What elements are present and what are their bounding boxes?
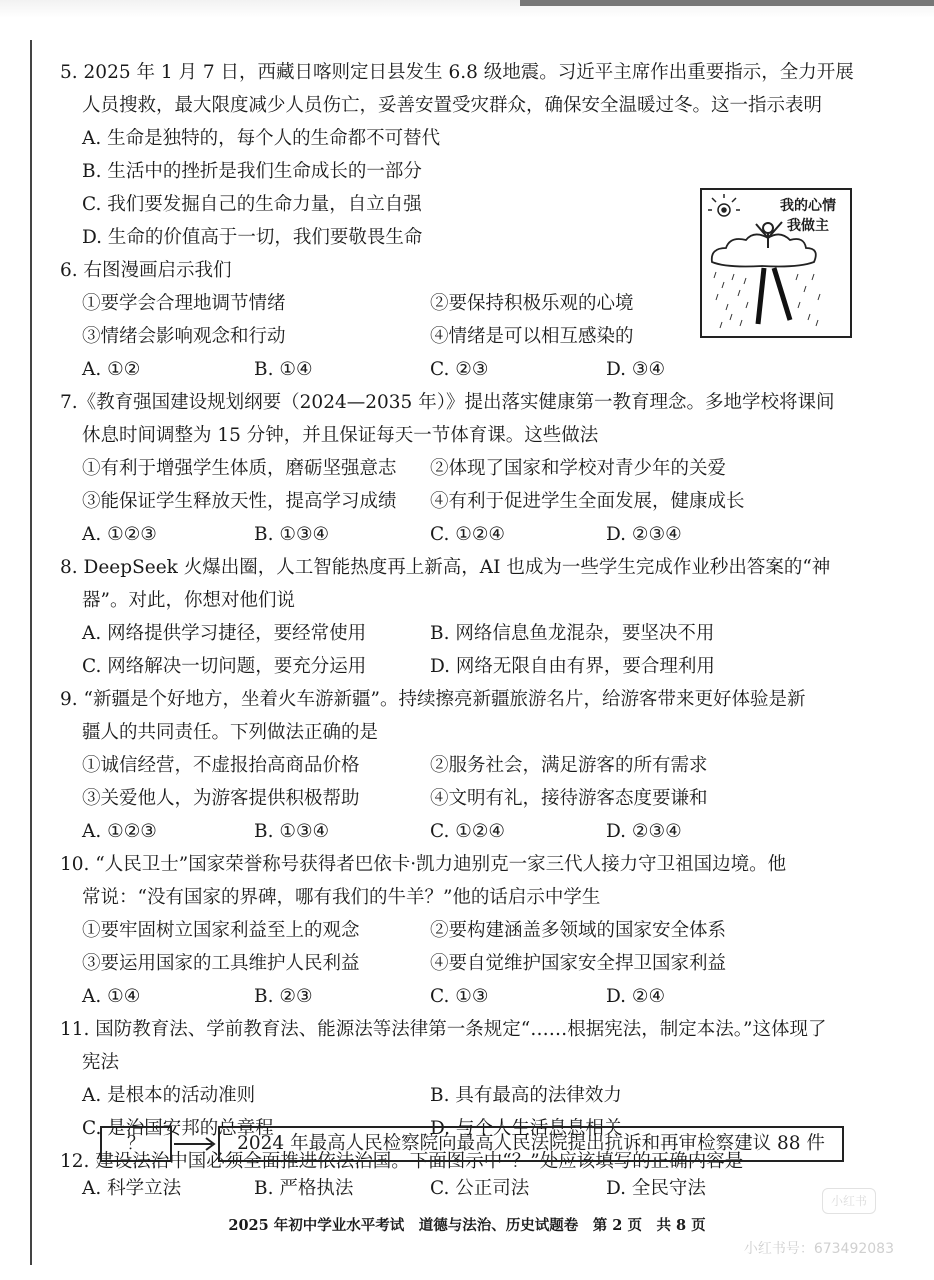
q9-statement-4: ④文明有礼，接待游客态度要谦和 xyxy=(430,788,708,809)
question-7-stem-line1: 7.《教育强国建设规划纲要（2024—2035 年）》提出落实健康第一教育理念。多地学校将课间 xyxy=(60,392,835,413)
q8-option-c: C. 网络解决一切问题，要充分运用 xyxy=(82,656,367,677)
question-9-stem-line2: 疆人的共同责任。下列做法正确的是 xyxy=(82,722,379,743)
q7-statement-2: ②体现了国家和学校对青少年的关爱 xyxy=(430,458,727,479)
q7-option-c: C. ①②④ xyxy=(430,524,506,545)
q7-option-d: D. ②③④ xyxy=(606,524,682,545)
q10-statement-3: ③要运用国家的工具维护人民利益 xyxy=(82,953,360,974)
q6-statement-2: ②要保持积极乐观的心境 xyxy=(430,293,634,314)
question-5-stem-line1: 5. 2025 年 1 月 7 日，西藏日喀则定日县发生 6.8 级地震。习近平主席作出重要指示，全力开展 xyxy=(60,62,854,83)
q11-option-d: D. 与个人生活息息相关 xyxy=(430,1118,623,1139)
q10-option-c: C. ①③ xyxy=(430,986,489,1007)
question-12-stem: 12. 建设法治中国必须全面推进依法治国。下面图示中“？”处应该填写的正确内容是 xyxy=(60,1151,744,1172)
cartoon-caption xyxy=(780,196,836,236)
q8-option-d: D. 网络无限自由有界，要合理利用 xyxy=(430,656,715,677)
q5-option-d: D. 生命的价值高于一切，我们要敬畏生命 xyxy=(82,227,423,248)
q11-option-c: C. 是治国安邦的总章程 xyxy=(82,1118,274,1139)
q6-option-c: C. ②③ xyxy=(430,359,489,380)
q6-option-d: D. ③④ xyxy=(606,359,666,380)
q7-statement-1: ①有利于增强学生体质，磨砺坚强意志 xyxy=(82,458,397,479)
q5-option-a: A. 生命是独特的，每个人的生命都不可替代 xyxy=(82,128,441,149)
rain-icon xyxy=(714,272,820,328)
q5-option-b: B. 生活中的挫折是我们生命成长的一部分 xyxy=(82,161,422,182)
q7-option-a: A. ①②③ xyxy=(82,524,157,545)
q12-option-d: D. 全民守法 xyxy=(606,1178,706,1199)
q7-statement-3: ③能保证学生释放天性，提高学习成绩 xyxy=(82,491,397,512)
q6-statement-1: ①要学会合理地调节情绪 xyxy=(82,293,286,314)
stilts-icon xyxy=(758,268,790,324)
question-9-stem-line1: 9. “新疆是个好地方，坐着火车游新疆”。持续擦亮新疆旅游名片，给游客带来更好体验是新 xyxy=(60,689,806,710)
q9-statement-2: ②服务社会，满足游客的所有需求 xyxy=(430,755,708,776)
q6-option-a: A. ①② xyxy=(82,359,141,380)
q9-option-a: A. ①②③ xyxy=(82,821,157,842)
cartoon-caption-line2: 我做主 xyxy=(787,218,829,234)
q8-option-b: B. 网络信息鱼龙混杂，要坚决不用 xyxy=(430,623,715,644)
q10-statement-4: ④要自觉维护国家安全捍卫国家利益 xyxy=(430,953,727,974)
q7-statement-4: ④有利于促进学生全面发展，健康成长 xyxy=(430,491,745,512)
watermark-logo: 小红书 xyxy=(822,1188,876,1214)
q9-option-c: C. ①②④ xyxy=(430,821,506,842)
q6-cartoon xyxy=(700,188,852,338)
binding-margin-line xyxy=(30,40,32,1265)
question-8 xyxy=(60,551,910,683)
question-5-stem-line2: 人员搜救，最大限度减少人员伤亡，妥善安置受灾群众，确保安全温暖过冬。这一指示表明 xyxy=(82,95,823,116)
cartoon-caption-line1: 我的心情 xyxy=(780,198,836,214)
question-10-stem-line2: 常说：“没有国家的界碑，哪有我们的牛羊？”他的话启示中学生 xyxy=(82,887,601,908)
question-9 xyxy=(60,683,910,848)
question-10-stem-line1: 10. “人民卫士”国家荣誉称号获得者巴依卡·凯力迪别克一家三代人接力守卫祖国边境。他 xyxy=(60,854,787,875)
q9-option-b: B. ①③④ xyxy=(254,821,330,842)
question-7 xyxy=(60,386,910,551)
q6-option-b: B. ①④ xyxy=(254,359,313,380)
question-6-stem: 6. 右图漫画启示我们 xyxy=(60,260,232,281)
q10-option-b: B. ②③ xyxy=(254,986,313,1007)
q10-statement-1: ①要牢固树立国家利益至上的观念 xyxy=(82,920,360,941)
scan-top-edge xyxy=(0,0,934,18)
q10-option-d: D. ②④ xyxy=(606,986,666,1007)
cloud-icon xyxy=(712,234,816,266)
q6-statement-4: ④情绪是可以相互感染的 xyxy=(430,326,634,347)
question-8-stem-line1: 8. DeepSeek 火爆出圈，人工智能热度再上新高，AI 也成为一些学生完成作业秒出答案的“神 xyxy=(60,557,831,578)
q12-question-box: ？ xyxy=(100,1126,172,1162)
watermark-text: 小红书号：673492083 xyxy=(743,1241,894,1257)
question-7-stem-line2: 休息时间调整为 15 分钟，并且保证每天一节体育课。这些做法 xyxy=(82,425,599,446)
question-11-stem-line1: 11. 国防教育法、学前教育法、能源法等法律第一条规定“……根据宪法，制定本法。”这体现了 xyxy=(60,1019,827,1040)
sun-icon xyxy=(708,194,740,216)
q7-option-b: B. ①③④ xyxy=(254,524,330,545)
arrow-right-icon xyxy=(172,1126,218,1162)
q12-option-c: C. 公正司法 xyxy=(430,1178,530,1199)
q12-option-b: B. 严格执法 xyxy=(254,1178,354,1199)
q12-diagram xyxy=(100,1126,840,1162)
q9-option-d: D. ②③④ xyxy=(606,821,682,842)
scan-shadow xyxy=(520,0,934,6)
q11-option-a: A. 是根本的活动准则 xyxy=(82,1085,256,1106)
q6-statement-3: ③情绪会影响观念和行动 xyxy=(82,326,286,347)
question-10 xyxy=(60,848,910,1013)
q12-option-a: A. 科学立法 xyxy=(82,1178,182,1199)
q11-option-b: B. 具有最高的法律效力 xyxy=(430,1085,622,1106)
q10-statement-2: ②要构建涵盖多领域的国家安全体系 xyxy=(430,920,727,941)
q9-statement-3: ③关爱他人，为游客提供积极帮助 xyxy=(82,788,360,809)
q9-statement-1: ①诚信经营，不虚报抬高商品价格 xyxy=(82,755,360,776)
q12-options xyxy=(82,1172,910,1205)
q12-content-box: 2024 年最高人民检察院向最高人民法院提出抗诉和再审检察建议 88 件 xyxy=(218,1126,844,1162)
q10-option-a: A. ①④ xyxy=(82,986,141,1007)
page-footer: 2025 年初中学业水平考试 道德与法治、历史试题卷 第 2 页 共 8 页 xyxy=(228,1217,706,1234)
question-11-stem-line2: 宪法 xyxy=(82,1052,120,1073)
q5-option-c: C. 我们要发掘自己的生命力量，自立自强 xyxy=(82,194,422,215)
question-8-stem-line2: 器”。对此，你想对他们说 xyxy=(82,590,295,611)
q8-option-a: A. 网络提供学习捷径，要经常使用 xyxy=(82,623,367,644)
